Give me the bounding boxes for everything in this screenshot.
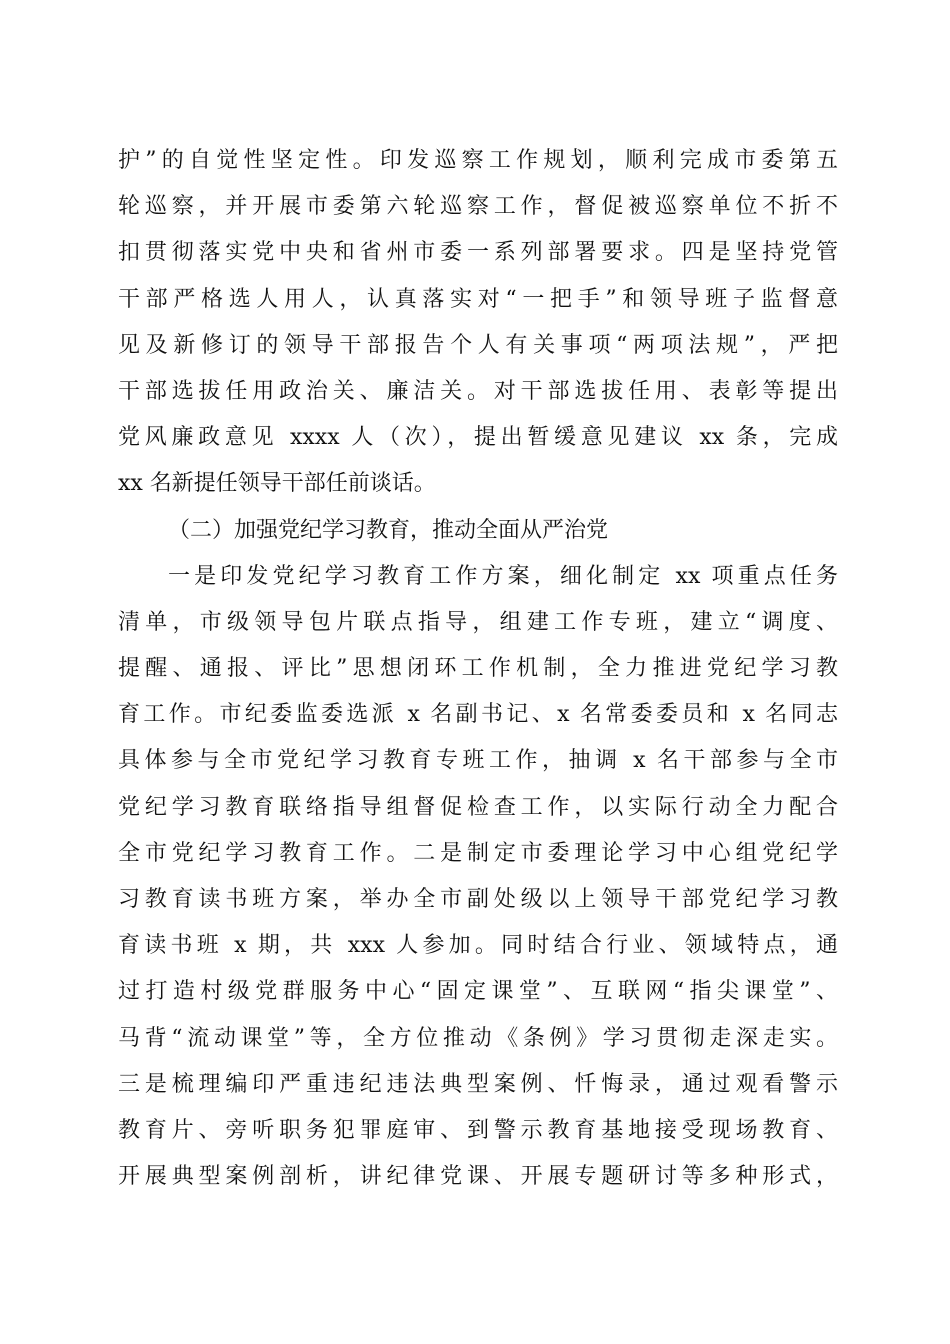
- body-text: [118, 138, 838, 1200]
- text-line: 党风廉政意见 xxxx 人（次），提出暂缓意见建议 xx 条，完成: [118, 425, 838, 451]
- text-line: 干部严格选人用人，认真落实对“一把手”和领导班子监督意: [118, 286, 838, 312]
- text-line: 习教育读书班方案，举办全市副处级以上领导干部党纪学习教: [118, 887, 838, 912]
- text-line: 党纪学习教育联络指导组督促检查工作，以实际行动全力配合: [118, 794, 838, 820]
- section-heading: （二）加强党纪学习教育，推动全面从严治党: [168, 517, 609, 543]
- text-line: 干部选拔任用政治关、廉洁关。对干部选拔任用、表彰等提出: [118, 378, 838, 404]
- text-line: 清单，市级领导包片联点指导，组建工作专班，建立“调度、: [118, 609, 838, 635]
- text-line: 育读书班 x 期，共 xxx 人参加。同时结合行业、领域特点，通: [118, 933, 838, 959]
- text-line: 三是梳理编印严重违纪违法典型案例、忏悔录，通过观看警示: [118, 1071, 838, 1097]
- text-line: 教育片、旁听职务犯罪庭审、到警示教育基地接受现场教育、: [118, 1117, 838, 1143]
- text-line: 过打造村级党群服务中心“固定课堂”、互联网“指尖课堂”、: [118, 979, 838, 1005]
- text-line: 轮巡察，并开展市委第六轮巡察工作，督促被巡察单位不折不: [118, 194, 838, 220]
- text-line: 提醒、通报、评比”思想闭环工作机制，全力推进党纪学习教: [118, 656, 838, 682]
- text-line: 马背“流动课堂”等，全方位推动《条例》学习贯彻走深走实。: [118, 1025, 838, 1051]
- text-line: 见及新修订的领导干部报告个人有关事项“两项法规”，严把: [118, 332, 838, 358]
- text-line: xx 名新提任领导干部任前谈话。: [118, 471, 436, 497]
- text-line: 育工作。市纪委监委选派 x 名副书记、x 名常委委员和 x 名同志: [118, 702, 838, 728]
- text-line: 扣贯彻落实党中央和省州市委一系列部署要求。四是坚持党管: [118, 240, 838, 266]
- text-line: 一是印发党纪学习教育工作方案，细化制定 xx 项重点任务: [168, 563, 838, 589]
- text-line: 具体参与全市党纪学习教育专班工作，抽调 x 名干部参与全市: [118, 748, 838, 774]
- text-line: 全市党纪学习教育工作。二是制定市委理论学习中心组党纪学: [118, 840, 838, 866]
- text-line: 护”的自觉性坚定性。印发巡察工作规划，顺利完成市委第五: [118, 148, 838, 173]
- text-line: 开展典型案例剖析，讲纪律党课、开展专题研讨等多种形式，: [118, 1164, 838, 1190]
